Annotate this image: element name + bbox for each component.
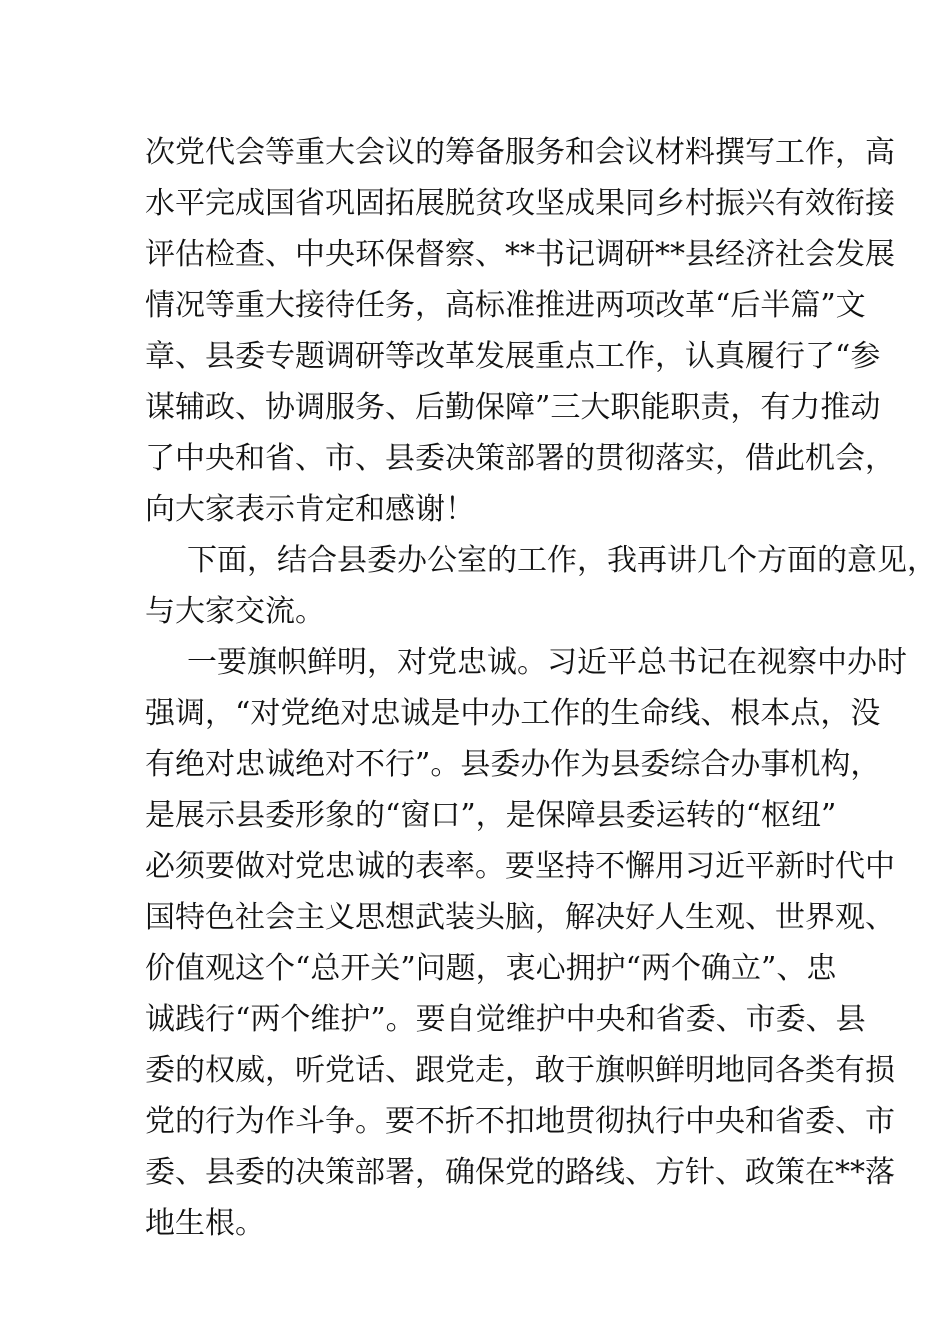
text-line: 地生根。 xyxy=(145,1206,265,1241)
text-line: 评估检查、中央环保督察、**书记调研**县经济社会发展 xyxy=(145,237,895,272)
text-line: 章、县委专题调研等改革发展重点工作，认真履行了“参 xyxy=(145,339,881,374)
text-line: 强调，“对党绝对忠诚是中办工作的生命线、根本点，没 xyxy=(145,696,881,731)
text-line: 谋辅政、协调服务、后勤保障”三大职能职责，有力推动 xyxy=(145,390,881,425)
text-line: 一要旗帜鲜明，对党忠诚。习近平总书记在视察中办时 xyxy=(187,645,907,680)
text-line: 委的权威，听党话、跟党走，敢于旗帜鲜明地同各类有损 xyxy=(145,1053,895,1088)
text-line: 有绝对忠诚绝对不行”。县委办作为县委综合办事机构， xyxy=(145,747,881,782)
text-line: 诚践行“两个维护”。要自觉维护中央和省委、市委、县 xyxy=(145,1002,866,1037)
text-line: 国特色社会主义思想武装头脑，解决好人生观、世界观、 xyxy=(145,900,895,935)
text-line: 了中央和省、市、县委决策部署的贯彻落实，借此机会， xyxy=(145,441,895,476)
text-line: 次党代会等重大会议的筹备服务和会议材料撰写工作，高 xyxy=(145,135,895,170)
text-line: 水平完成国省巩固拓展脱贫攻坚成果同乡村振兴有效衔接 xyxy=(145,186,895,221)
text-line: 向大家表示肯定和感谢！ xyxy=(145,492,475,527)
text-line: 与大家交流。 xyxy=(145,594,325,629)
text-line: 价值观这个“总开关”问题，衷心拥护“两个确立”、忠 xyxy=(145,951,837,986)
text-line: 情况等重大接待任务，高标准推进两项改革“后半篇”文 xyxy=(145,288,866,323)
text-line: 党的行为作斗争。要不折不扣地贯彻执行中央和省委、市 xyxy=(145,1104,895,1139)
text-line: 必须要做对党忠诚的表率。要坚持不懈用习近平新时代中 xyxy=(145,849,895,884)
text-line: 下面，结合县委办公室的工作，我再讲几个方面的意见， xyxy=(187,543,937,578)
text-line: 是展示县委形象的“窗口”，是保障县委运转的“枢纽” xyxy=(145,798,837,833)
text-line: 委、县委的决策部署，确保党的路线、方针、政策在**落 xyxy=(145,1155,895,1190)
